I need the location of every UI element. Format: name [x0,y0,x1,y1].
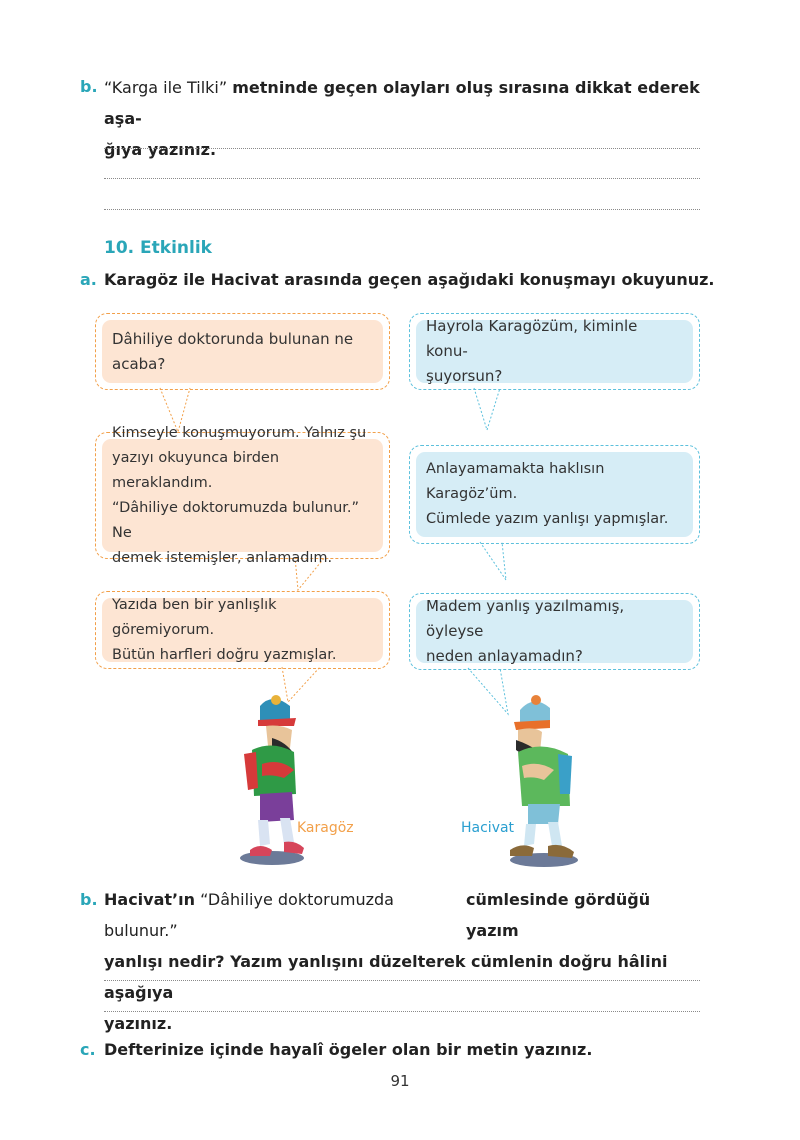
bubble-tail [480,542,506,580]
karagoz-figure-illustration [232,694,322,868]
question-b2-line2: yanlışı nedir? Yazım yanlışını düzelterek cümlenin doğru hâlini aşağıya [104,952,668,1002]
bubble-line: yazıyı okuyunca birden meraklandım. [112,449,280,491]
bubble-line: Anlayamamakta haklısın Karagöz’üm. [426,461,605,502]
hacivat-bubble-1 [409,313,700,390]
bubble-line: neden anlayamadın? [426,647,583,665]
bubble-line: “Dâhiliye doktorumuzda bulunur.” Ne [112,499,360,541]
hacivat-bubble-2 [409,445,700,544]
karagoz-bubble-3 [95,591,390,669]
question-c-bold: Defterinize içinde hayalî ögeler olan bir metin yazınız. [104,1040,593,1059]
bubble-line: Dâhiliye doktorunda bulunan ne [112,329,354,348]
karagoz-bubble-1 [95,313,390,390]
question-letter-b: b. [80,890,98,909]
question-b2-quote: “Dâhiliye doktorumuzda bulunur.” [104,890,394,940]
question-b2-lead: Hacivat’ın [104,890,195,909]
hacivat-figure-illustration [498,694,588,872]
question-c-text [104,1034,592,1065]
bubble-line: acaba? [112,354,166,373]
bubble-line: Kimseyle konuşmuyorum. Yalnız şu [112,424,367,441]
karagoz-name-label: Karagöz [297,820,354,836]
bubble-line: şuyorsun? [426,367,503,385]
bubble-tail [474,388,500,430]
question-b-line2: ğıya yazınız. [104,140,217,159]
question-b2-line3: yazınız. [104,1014,173,1033]
question-b2-text [104,884,704,1039]
karagoz-bubble-2 [95,424,390,566]
question-b-line1: metninde geçen olayları oluş sırasına dikkat ederek aşa- [104,78,700,128]
question-letter-c: c. [80,1040,96,1059]
question-b-quote: “Karga ile Tilki” [104,78,228,97]
activity-heading: 10. Etkinlik [104,238,212,258]
bubble-line: Yazıda ben bir yanlışlık göremiyorum. [112,596,277,638]
question-a-bold: Karagöz ile Hacivat arasında geçen aşağıdaki konuşmayı okuyunuz. [104,270,715,289]
question-letter-b: b. [80,77,98,96]
page-number: 91 [390,1072,410,1090]
hacivat-bubble-3 [409,593,700,670]
answer-line[interactable] [104,980,700,981]
bubble-line: Madem yanlış yazılmamış, öyleyse [426,597,625,640]
question-b2-line1: cümlesinde gördüğü yazım [465,890,651,940]
bubble-line: Hayrola Karagözüm, kiminle konu- [426,317,638,360]
bubble-line: Bütün harfleri doğru yazmışlar. [112,646,337,663]
question-letter-a: a. [80,270,97,289]
bubble-line: Cümlede yazım yanlışı yapmışlar. [426,511,669,527]
hacivat-name-label: Hacivat [461,820,515,836]
answer-line[interactable] [104,1011,700,1012]
bubble-line: demek istemişler, anlamadım. [112,549,333,566]
